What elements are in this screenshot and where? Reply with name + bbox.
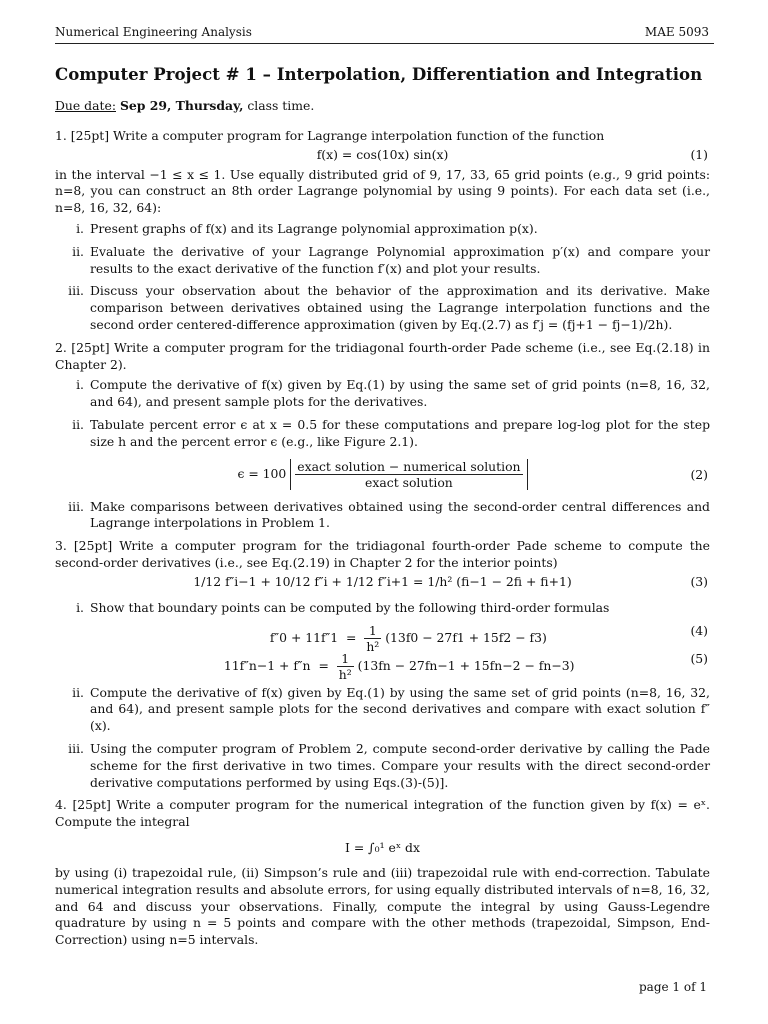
- list-item: [55, 244, 710, 278]
- equation-5-numerator: 1: [337, 651, 354, 667]
- equation-2-fraction: [295, 459, 522, 490]
- item-marker: iii.: [68, 283, 84, 299]
- equation-2-lhs: ϵ = 100: [237, 465, 287, 481]
- list-item: [55, 685, 710, 735]
- item-marker: ii.: [72, 416, 84, 432]
- integral-equation: [55, 833, 710, 863]
- problem-2-items-cont: [55, 499, 710, 533]
- equation-3: [55, 574, 710, 596]
- problem-3-items: [55, 685, 710, 792]
- problem-1-items: [55, 221, 710, 334]
- due-date-line: [55, 98, 710, 115]
- equation-2-number: (2): [690, 466, 708, 482]
- equation-1-body: f(x) = cos(10x) sin(x): [316, 146, 449, 162]
- list-item: [55, 221, 710, 238]
- item-text: Discuss your observation about the behavior of the approximation and its derivative. Make comparison between derivatives obtained using the Lagrange interpolation functions and the second order centered-difference approximation (given by Eq.(2.7) as f′j = (fj+1 − fj−1)/2h).: [90, 283, 710, 332]
- equation-5-equals: =: [314, 657, 333, 673]
- problem-3-item-i: [55, 600, 710, 617]
- list-item: [55, 499, 710, 533]
- equation-4-numerator: 1: [364, 623, 381, 639]
- item-text: Using the computer program of Problem 2, compute second-order derivative by calling the Pade scheme for the first derivative in two times. Compare your results with the direct second-order derivative computations performed by using Eqs.(3)-(5)].: [90, 740, 710, 790]
- equation-1: [55, 147, 710, 165]
- equation-2: [55, 457, 710, 495]
- equation-4-denominator: h²: [366, 638, 380, 654]
- integral-equation-body: I = ∫₀¹ eˣ dx: [345, 839, 420, 855]
- equation-5-denominator: h²: [338, 666, 352, 682]
- item-marker: i.: [76, 377, 84, 393]
- problem-1-intro: 1. [25pt] Write a computer program for Lagrange interpolation function of the function: [55, 127, 605, 143]
- item-text: Make comparisons between derivatives obtained using the second-order central differences and Lagrange interpolations in Problem 1.: [90, 498, 710, 531]
- due-rest: class time.: [247, 98, 315, 113]
- page-number: page 1 of 1: [639, 980, 707, 994]
- problem-2-intro: 2. [25pt] Write a computer program for the tridiagonal fourth-order Pade scheme (i.e., see Eq.(2.18) in Chapter 2).: [55, 339, 710, 372]
- problem-2-items: [55, 377, 710, 450]
- item-marker: ii.: [72, 684, 84, 700]
- running-header: [55, 24, 714, 42]
- item-marker: iii.: [68, 498, 84, 514]
- equation-1-number: (1): [690, 146, 708, 162]
- equation-2-denominator: exact solution: [365, 474, 453, 490]
- equation-5-fraction: [337, 651, 354, 682]
- equation-2-numerator: exact solution − numerical solution: [297, 458, 521, 474]
- equation-5: [55, 651, 710, 681]
- item-text: Compute the derivative of f(x) given by Eq.(1) by using the same set of grid points (n=8, 16, 32, and 64), and present sample plots for the derivatives.: [90, 377, 710, 410]
- equation-4-number: (4): [690, 622, 708, 638]
- page-title: Computer Project # 1 – Interpolation, Differentiation and Integration: [55, 64, 703, 84]
- item-text: Evaluate the derivative of your Lagrange Polynomial approximation p′(x) and compare your results to the exact derivative of the function f′(x) and plot your results.: [90, 243, 710, 276]
- item-text: Present graphs of f(x) and its Lagrange polynomial approximation p(x).: [90, 220, 538, 236]
- due-value: Sep 29, Thursday,: [119, 98, 244, 113]
- course-code: MAE 5093: [644, 25, 709, 39]
- list-item: [55, 377, 710, 411]
- problem-3-intro: 3. [25pt] Write a computer program for the tridiagonal fourth-order Pade scheme to compute the second-order derivatives (i.e., see Eq.(2.19) in Chapter 2 for the interior points): [55, 538, 710, 570]
- list-item: [55, 600, 710, 617]
- item-text: Tabulate percent error ϵ at x = 0.5 for these computations and prepare log-log plot for the step size h and the percent error ϵ (e.g., like Figure 2.1).: [90, 416, 710, 449]
- list-item: [55, 741, 710, 791]
- item-marker: ii.: [72, 243, 84, 259]
- equation-5-lhs: 11f″n−1 + f″n: [223, 657, 311, 673]
- equation-5-number: (5): [690, 650, 708, 666]
- item-text: Show that boundary points can be computed by the following third-order formulas: [90, 599, 610, 615]
- item-text: Compute the derivative of f(x) given by Eq.(1) by using the same set of grid points (n=8, 16, 32, and 64), and present sample plots for the second derivatives and compare with exact solution f″(x).: [90, 684, 710, 734]
- equation-3-number: (3): [690, 573, 708, 589]
- equation-2-abs: [290, 459, 527, 490]
- equation-4-rhs: (13f0 − 27f1 + 15f2 − f3): [385, 629, 547, 645]
- equation-4-fraction: [364, 623, 381, 654]
- item-marker: i.: [76, 220, 84, 236]
- list-item: [55, 417, 710, 451]
- header-rule: [55, 43, 714, 44]
- equation-2-body: [237, 459, 527, 490]
- equation-4-lhs: f″0 + 11f″1: [269, 629, 339, 645]
- equation-3-body: 1/12 f″i−1 + 10/12 f″i + 1/12 f″i+1 = 1/h² (fi−1 − 2fi + fi+1): [193, 573, 572, 589]
- item-marker: i.: [76, 599, 84, 615]
- course-name: Numerical Engineering Analysis: [55, 25, 252, 39]
- document-page: [55, 0, 714, 1024]
- equation-5-rhs: (13fn − 27fn−1 + 15fn−2 − fn−3): [357, 657, 575, 673]
- problem-4-intro: 4. [25pt] Write a computer program for the numerical integration of the function given by f(x) = eˣ. Compute the integral: [55, 797, 710, 830]
- problem-4-description: by using (i) trapezoidal rule, (ii) Simpson’s rule and (iii) trapezoidal rule with end-correction. Tabulate numerical integration results and absolute errors, for using equally distributed intervals of n=8, 16, 32, and 64 and discuss your observations. Finally, compute the integral by using Gauss-Legendre quadrature by using n = 5 points and compare with the other methods (trapezoidal, Simpson, End-Correction) using n=5 intervals.: [55, 864, 710, 948]
- due-label: Due date:: [55, 98, 116, 113]
- item-marker: iii.: [68, 740, 84, 756]
- document-body: [55, 98, 710, 949]
- list-item: [55, 283, 710, 333]
- problem-1-description: in the interval −1 ≤ x ≤ 1. Use equally distributed grid of 9, 17, 33, 65 grid points (e.g., 9 grid points: n=8, you can construct an 8th order Lagrange polynomial by using 9 points). For each data set (i.e., n=8, 16, 32, 64):: [55, 166, 710, 216]
- equation-4-equals: =: [342, 629, 361, 645]
- equation-4: [55, 622, 710, 654]
